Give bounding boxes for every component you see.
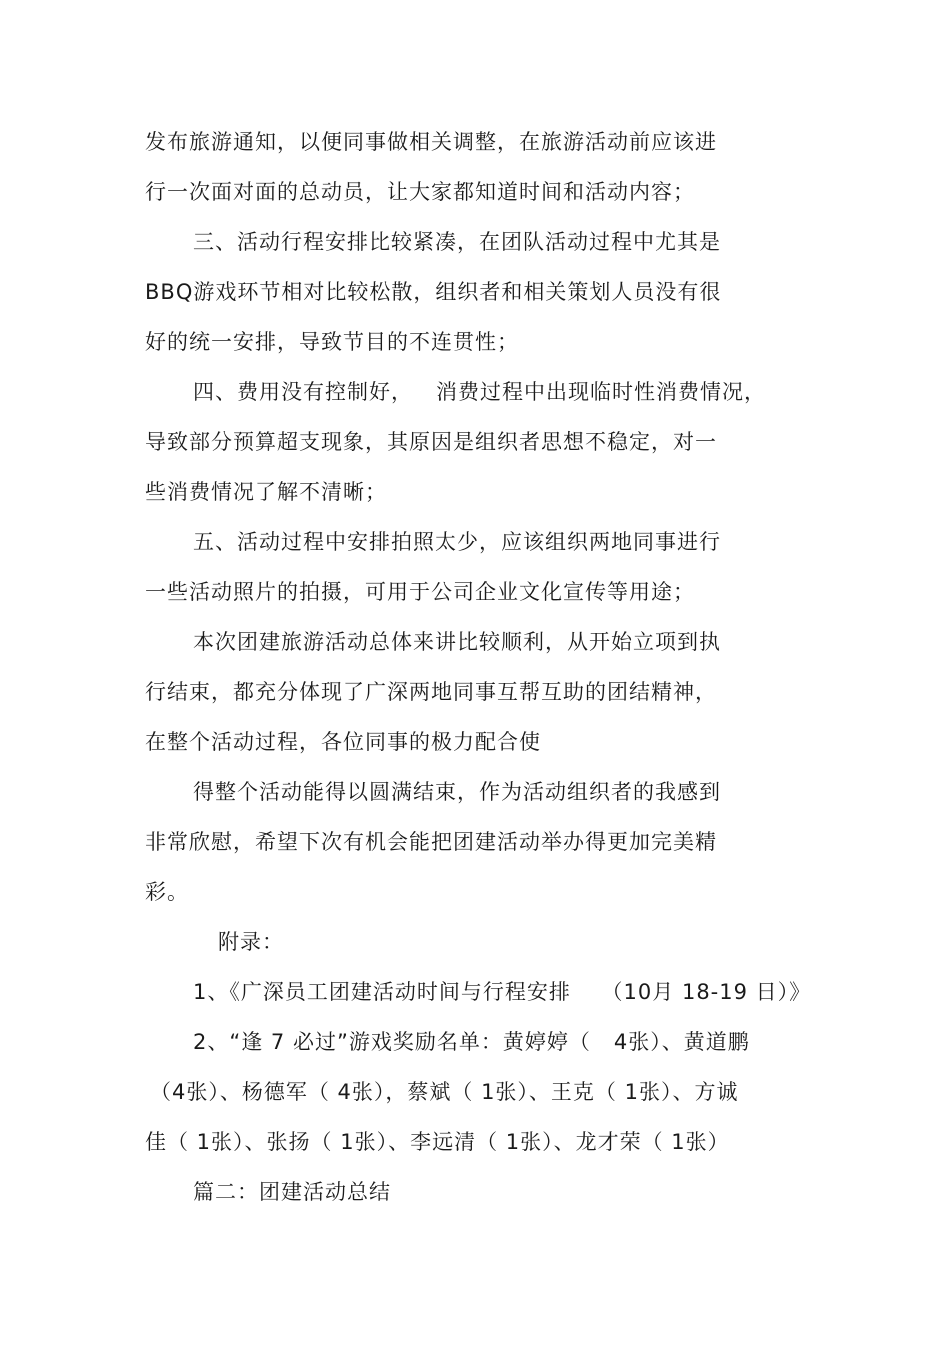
appendix-item: （4张）、杨德军（ 4张），蔡斌（ 1张）、王克（ 1张）、方诚: [150, 1080, 739, 1104]
section-heading: 篇二：团建活动总结: [193, 1180, 391, 1204]
appendix-item: 1、《广深员工团建活动时间与行程安排 （10月 18-19 日）》: [193, 980, 812, 1004]
paragraph-line: 在整个活动过程，各位同事的极力配合使: [145, 730, 541, 754]
paragraph-line: 得整个活动能得以圆满结束，作为活动组织者的我感到: [193, 780, 721, 804]
appendix-heading: 附录：: [218, 930, 284, 954]
paragraph-line: 彩。: [145, 880, 189, 904]
appendix-item: 2、“逢 7 必过”游戏奖励名单：黄婷婷（ 4张）、黄道鹏: [193, 1030, 750, 1054]
paragraph-line: 非常欣慰，希望下次有机会能把团建活动举办得更加完美精: [145, 830, 717, 854]
paragraph-line: 本次团建旅游活动总体来讲比较顺利，从开始立项到执: [193, 630, 721, 654]
paragraph-line: 一些活动照片的拍摄，可用于公司企业文化宣传等用途；: [145, 580, 695, 604]
paragraph-line: 发布旅游通知，以便同事做相关调整，在旅游活动前应该进: [145, 130, 717, 154]
paragraph-line: 好的统一安排，导致节目的不连贯性；: [145, 330, 519, 354]
paragraph-line: 些消费情况了解不清晰；: [145, 480, 387, 504]
paragraph-line: 四、费用没有控制好， 消费过程中出现临时性消费情况，: [193, 380, 767, 404]
appendix-item: 佳（ 1张）、张扬（ 1张）、李远清（ 1张）、龙才荣（ 1张）: [145, 1130, 730, 1154]
paragraph-line: 五、活动过程中安排拍照太少，应该组织两地同事进行: [193, 530, 721, 554]
paragraph-line: BBQ游戏环节相对比较松散，组织者和相关策划人员没有很: [145, 280, 722, 304]
paragraph-line: 行一次面对面的总动员，让大家都知道时间和活动内容；: [145, 180, 695, 204]
paragraph-line: 三、活动行程安排比较紧凑，在团队活动过程中尤其是: [193, 230, 721, 254]
paragraph-line: 行结束，都充分体现了广深两地同事互帮互助的团结精神，: [145, 680, 717, 704]
paragraph-line: 导致部分预算超支现象，其原因是组织者思想不稳定，对一: [145, 430, 717, 454]
